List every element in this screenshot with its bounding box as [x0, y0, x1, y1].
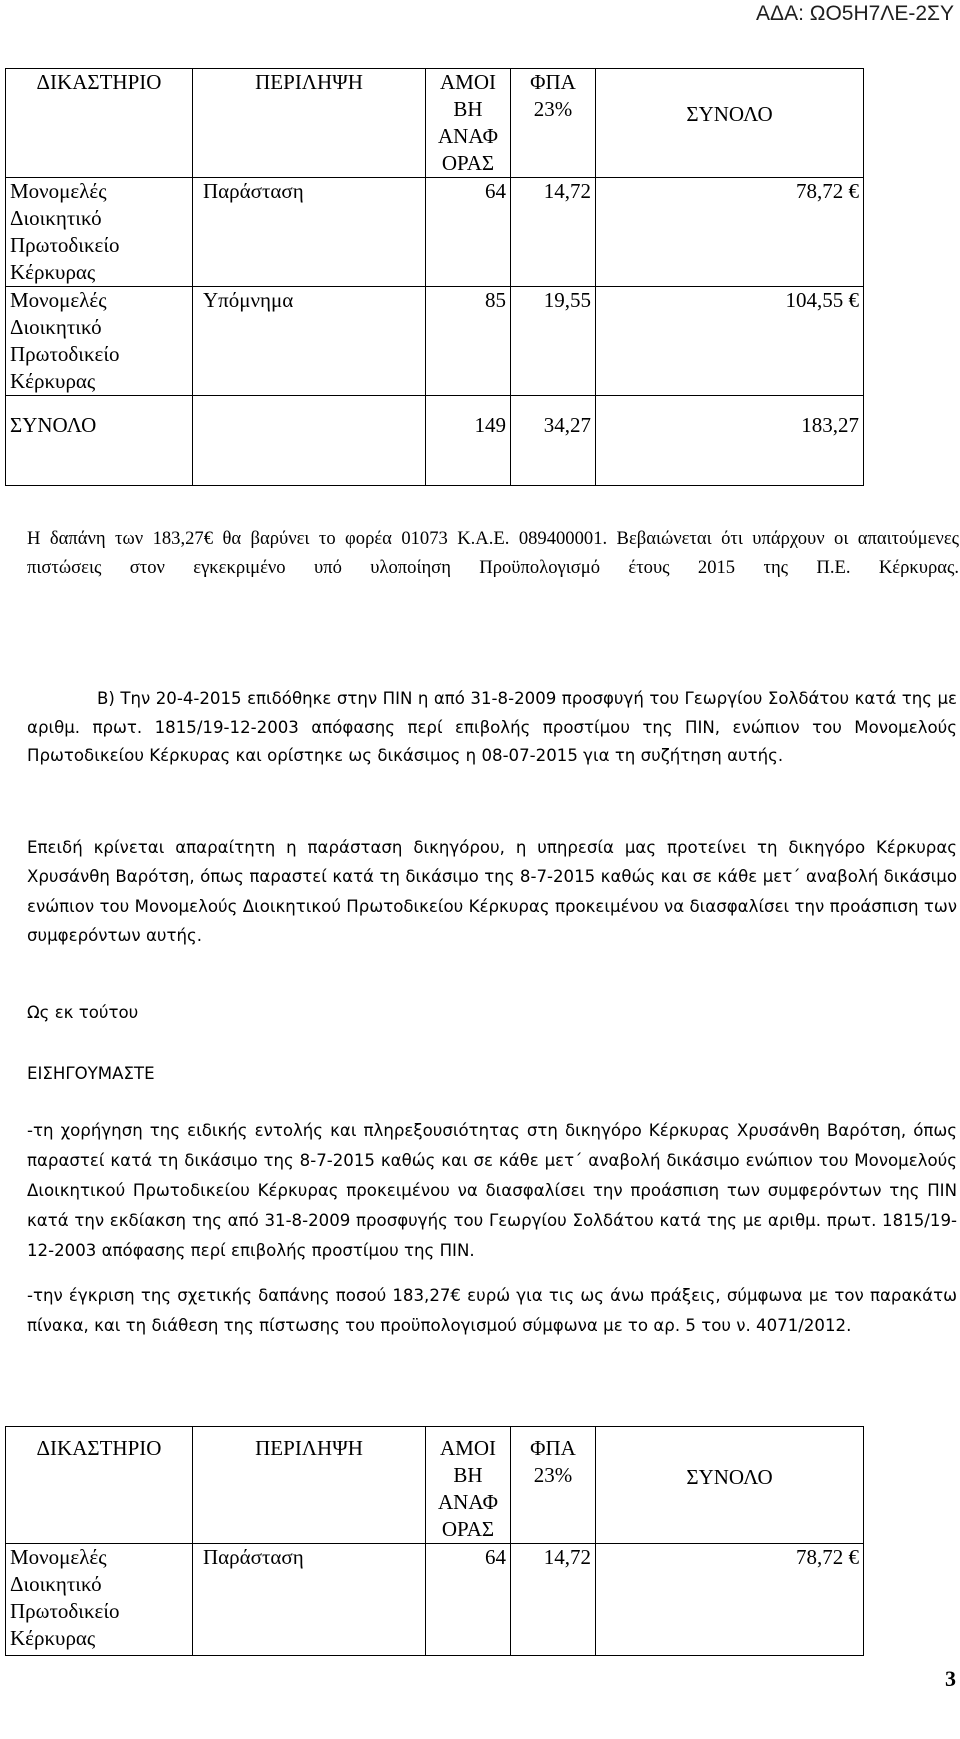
cell-summary: Παράσταση: [193, 1544, 426, 1656]
header-total: ΣΥΝΟΛΟ: [596, 69, 864, 178]
recommendation-1: [27, 1116, 957, 1266]
cell-vat: 14,72: [511, 1544, 596, 1656]
header-court: ΔΙΚΑΣΤΗΡΙΟ: [6, 1427, 193, 1544]
table-header-row: [6, 69, 864, 178]
ada-code: ΑΔΑ: ΩΟ5Η7ΛΕ-2ΣΥ: [756, 2, 954, 25]
cell-fee: 64: [426, 1544, 511, 1656]
cell-fee: 64: [426, 178, 511, 287]
cell-court: Μονομελές Διοικητικό Πρωτοδικείο Κέρκυρας: [6, 287, 193, 396]
header-fee: ΑΜΟΙ ΒΗ ΑΝΑΦ ΟΡΑΣ: [426, 69, 511, 178]
paragraph-expense-text: Η δαπάνη των 183,27€ θα βαρύνει το φορέα 01073 Κ.Α.Ε. 089400001. Βεβαιώνεται ότι υπάρχουν οι απαιτούμενες πιστώσεις στον εγκεκριμένο υπό υλοποίηση Προϋπολογισμό έτους 2015 της Π.Ε. Κέρκυρας.: [27, 528, 959, 578]
cell-sum-label: ΣΥΝΟΛΟ: [6, 396, 193, 486]
paragraph-reasoning-text: Επειδή κρίνεται απαραίτητη η παράσταση δικηγόρου, η υπηρεσία μας προτείνει τη δικηγόρο Κέρκυρας Χρυσάνθη Βαρότση, όπως παραστεί κατά τη δικάσιμο της 8-7-2015 καθώς και σε κάθε μετ΄ αναβολή δικάσιμο ενώπιον του Μονομελούς Διοικητικού Πρωτοδικείου Κέρκυρας προκειμένου να διασφαλίσει την προάσπιση των συμφερόντων αυτής.: [27, 838, 957, 946]
cell-court: Μονομελές Διοικητικό Πρωτοδικείο Κέρκυρας: [6, 178, 193, 287]
cell-empty: [193, 396, 426, 486]
table-row: [6, 287, 864, 396]
page-number: 3: [945, 1666, 956, 1691]
cell-court: Μονομελές Διοικητικό Πρωτοδικείο Κέρκυρας: [6, 1544, 193, 1656]
we-recommend-heading: ΕΙΣΗΓΟΥΜΑΣΤΕ: [27, 1064, 155, 1083]
cell-total: 78,72 €: [596, 1544, 864, 1656]
header-summary: ΠΕΡΙΛΗΨΗ: [193, 1427, 426, 1544]
paragraph-reasoning: [27, 833, 957, 951]
table-header-row: [6, 1427, 864, 1544]
table-row: [6, 178, 864, 287]
cell-sum-fee: 149: [426, 396, 511, 486]
recommendation-1-text: -τη χορήγηση της ειδικής εντολής και πληρεξουσιότητας στη δικηγόρο Κέρκυρας Χρυσάνθη Βαρότση, όπως παραστεί κατά τη δικάσιμο της 8-7-2015 καθώς και σε κάθε μετ΄ αναβολή δικάσιμο ενώπιον του Μονομελούς Διοικητικού Πρωτοδικείου Κέρκυρας προκειμένου να διασφαλίσει την προάσπιση των συμφερόντων της ΠΙΝ κατά την εκδίακση της από 31-8-2009 προσφυγής του Γεωργίου Σολδάτου κατά της με αριθμ. πρωτ. 1815/19-12-2003 απόφασης περί επιβολής προστίμου της ΠΙΝ.: [27, 1121, 957, 1260]
header-summary: ΠΕΡΙΛΗΨΗ: [193, 69, 426, 178]
header-court: ΔΙΚΑΣΤΗΡΙΟ: [6, 69, 193, 178]
cell-vat: 19,55: [511, 287, 596, 396]
paragraph-expense: [27, 525, 959, 582]
cell-summary: Παράσταση: [193, 178, 426, 287]
paragraph-appeal-text: Β) Την 20-4-2015 επιδόθηκε στην ΠΙΝ η από 31-8-2009 προσφυγή του Γεωργίου Σολδάτου κατά της με αριθμ. πρωτ. 1815/19-12-2003 απόφασης περί επιβολής προστίμου της ΠΙΝ, ενώπιον του Μονομελούς Πρωτοδικείου Κέρκυρας και ορίστηκε ως δικάσιμος η 08-07-2015 για τη συζήτηση αυτής.: [27, 689, 957, 765]
cell-sum-total: 183,27: [596, 396, 864, 486]
cell-vat: 14,72: [511, 178, 596, 287]
recommendation-2-text: -την έγκριση της σχετικής δαπάνης ποσού 183,27€ ευρώ για τις ως άνω πράξεις, σύμφωνα με τον παρακάτω πίνακα, και τη διάθεση της πίστωσης του προϋπολογισμού σύμφωνα με το αρ. 5 του ν. 4071/2012.: [27, 1286, 957, 1335]
header-total: ΣΥΝΟΛΟ: [596, 1427, 864, 1544]
recommendation-2: [27, 1281, 957, 1340]
table-row: [6, 1544, 864, 1656]
fee-table-2: [5, 1426, 864, 1656]
cell-summary: Υπόμνημα: [193, 287, 426, 396]
cell-total: 104,55 €: [596, 287, 864, 396]
paragraph-appeal: [27, 685, 957, 771]
as-a-result: Ως εκ τούτου: [27, 1003, 139, 1022]
cell-sum-vat: 34,27: [511, 396, 596, 486]
header-vat: ΦΠΑ 23%: [511, 1427, 596, 1544]
table-total-row: [6, 396, 864, 486]
header-fee: ΑΜΟΙ ΒΗ ΑΝΑΦ ΟΡΑΣ: [426, 1427, 511, 1544]
fee-table-1: [5, 68, 864, 486]
cell-fee: 85: [426, 287, 511, 396]
cell-total: 78,72 €: [596, 178, 864, 287]
header-vat: ΦΠΑ 23%: [511, 69, 596, 178]
